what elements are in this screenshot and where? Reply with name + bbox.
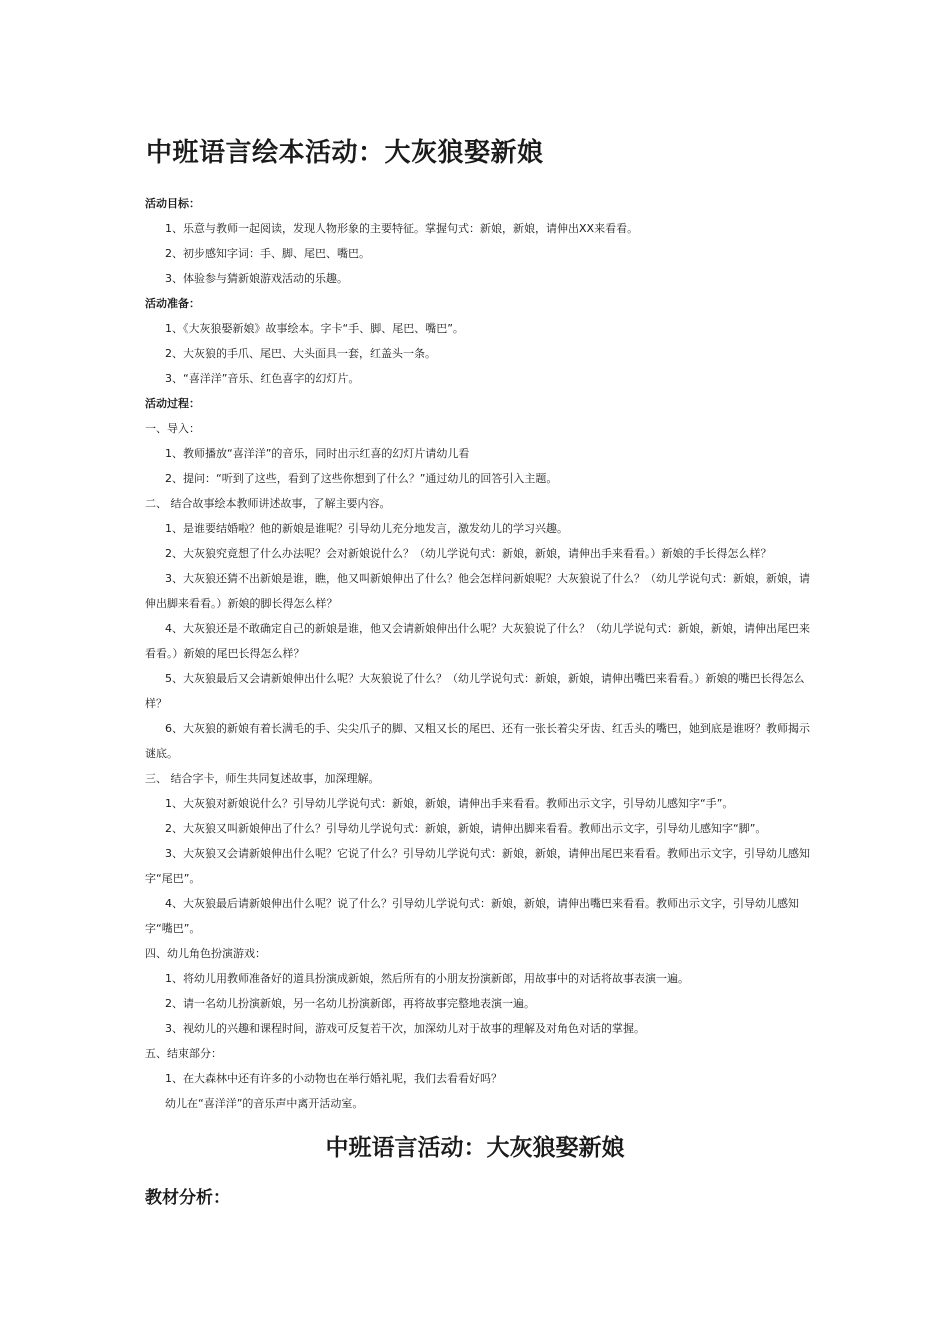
paragraph: 2、大灰狼又叫新娘伸出了什么？引导幼儿学说句式：新娘，新娘，请伸出脚来看看。教师出示文字，引导幼儿感知字“脚”。 <box>165 822 767 835</box>
paragraph: 2、提问：“听到了这些，看到了这些你想到了什么？”通过幼儿的回答引入主题。 <box>165 472 558 485</box>
second-title: 中班语言活动：大灰狼娶新娘 <box>325 1134 625 1161</box>
document-title: 中班语言绘本活动：大灰狼娶新娘 <box>146 138 544 168</box>
paragraph: 2、请一名幼儿扮演新娘，另一名幼儿扮演新郎，再将故事完整地表演一遍。 <box>165 997 535 1010</box>
document-body <box>145 191 813 1116</box>
paragraph: 1、在大森林中还有许多的小动物也在举行婚礼呢，我们去看看好吗？ <box>165 1072 502 1085</box>
paragraph: 二、 结合故事绘本教师讲述故事，了解主要内容。 <box>145 497 391 510</box>
paragraph: 幼儿在“喜洋洋”的音乐声中离开活动室。 <box>165 1097 364 1110</box>
paragraph: 4、大灰狼还是不敢确定自己的新娘是谁，他又会请新娘伸出什么呢？大灰狼说了什么？（幼儿学说句式：新娘，新娘，请伸出尾巴来看看。）新娘的尾巴长得怎么样？ <box>145 622 810 660</box>
section-heading-analysis: 教材分析： <box>145 1188 230 1208</box>
paragraph: 1、是谁要结婚啦？他的新娘是谁呢？引导幼儿充分地发言，激发幼儿的学习兴趣。 <box>165 522 568 535</box>
section-heading: 活动目标： <box>145 197 200 210</box>
paragraph: 2、初步感知字词：手、脚、尾巴、嘴巴。 <box>165 247 370 260</box>
paragraph: 3、“喜洋洋”音乐、红色喜字的幻灯片。 <box>165 372 360 385</box>
paragraph: 3、大灰狼又会请新娘伸出什么呢？它说了什么？引导幼儿学说句式：新娘，新娘，请伸出尾巴来看看。教师出示文字，引导幼儿感知字“尾巴”。 <box>145 847 810 885</box>
paragraph: 1、将幼儿用教师准备好的道具扮演成新娘，然后所有的小朋友扮演新郎，用故事中的对话将故事表演一遍。 <box>165 972 689 985</box>
paragraph: 1、大灰狼对新娘说什么？引导幼儿学说句式：新娘，新娘，请伸出手来看看。教师出示文字，引导幼儿感知字“手”。 <box>165 797 734 810</box>
paragraph: 1、教师播放“喜洋洋”的音乐，同时出示红喜的幻灯片请幼儿看 <box>165 447 470 460</box>
paragraph: 3、体验参与猜新娘游戏活动的乐趣。 <box>165 272 348 285</box>
paragraph: 1、乐意与教师一起阅读，发现人物形象的主要特征。掌握句式：新娘，新娘，请伸出XX来看看。 <box>165 222 639 235</box>
paragraph: 4、大灰狼最后请新娘伸出什么呢？说了什么？引导幼儿学说句式：新娘，新娘，请伸出嘴巴来看看。教师出示文字，引导幼儿感知字“嘴巴”。 <box>145 897 799 935</box>
paragraph: 2、大灰狼的手爪、尾巴、大头面具一套，红盖头一条。 <box>165 347 436 360</box>
paragraph: 6、大灰狼的新娘有着长满毛的手、尖尖爪子的脚、又粗又长的尾巴、还有一张长着尖牙齿、红舌头的嘴巴，她到底是谁呀？教师揭示谜底。 <box>145 722 810 760</box>
paragraph: 3、视幼儿的兴趣和课程时间，游戏可反复若干次，加深幼儿对于故事的理解及对角色对话的掌握。 <box>165 1022 645 1035</box>
paragraph: 3、大灰狼还猜不出新娘是谁，瞧，他又叫新娘伸出了什么？他会怎样问新娘呢？大灰狼说了什么？（幼儿学说句式：新娘，新娘，请伸出脚来看看。）新娘的脚长得怎么样？ <box>145 572 810 610</box>
paragraph: 三、 结合字卡，师生共同复述故事，加深理解。 <box>145 772 380 785</box>
paragraph: 5、大灰狼最后又会请新娘伸出什么呢？大灰狼说了什么？（幼儿学说句式：新娘，新娘，请伸出嘴巴来看看。）新娘的嘴巴长得怎么样？ <box>145 672 805 710</box>
paragraph: 2、大灰狼究竟想了什么办法呢？会对新娘说什么？（幼儿学说句式：新娘，新娘，请伸出手来看看。）新娘的手长得怎么样？ <box>165 547 772 560</box>
section-heading: 活动准备： <box>145 297 200 310</box>
paragraph: 一、导入： <box>145 422 200 435</box>
paragraph: 四、幼儿角色扮演游戏： <box>145 947 266 960</box>
paragraph: 1、《大灰狼娶新娘》故事绘本。字卡“手、脚、尾巴、嘴巴”。 <box>165 322 464 335</box>
paragraph: 五、结束部分： <box>145 1047 222 1060</box>
section-heading: 活动过程： <box>145 397 200 410</box>
